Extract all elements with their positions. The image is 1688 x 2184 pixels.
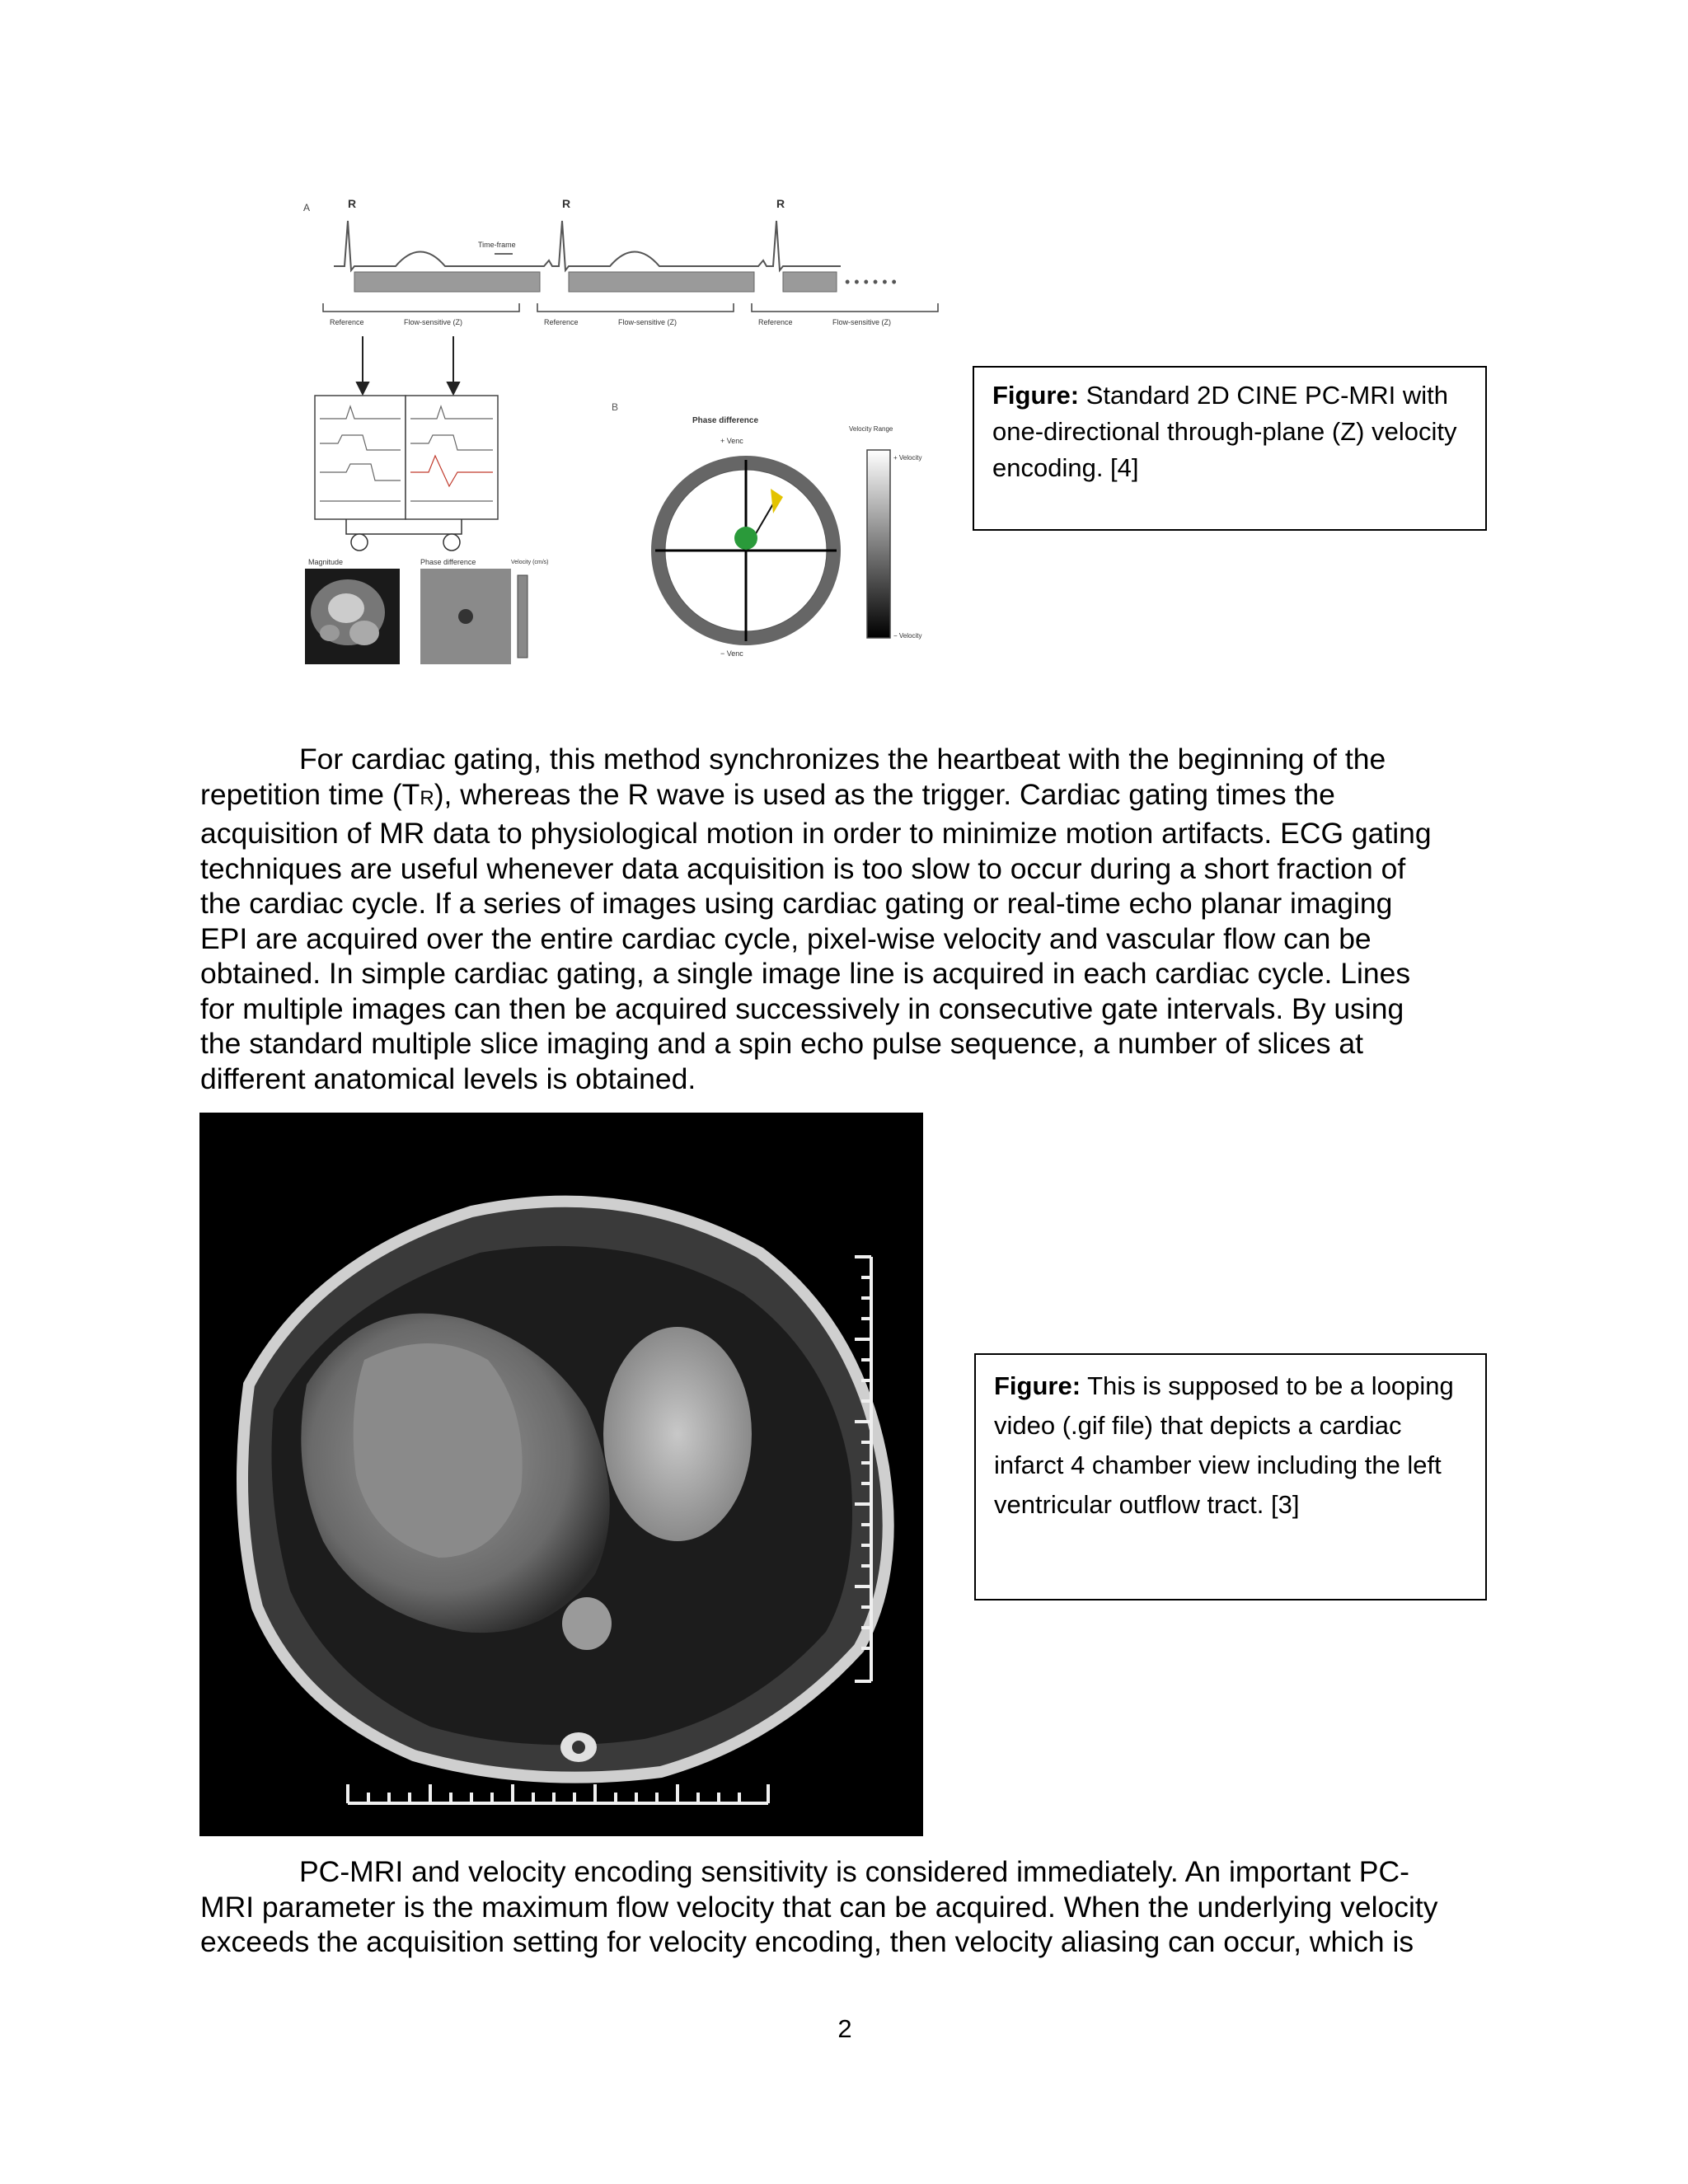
continuation-dots: • • • • • • [845, 274, 897, 290]
r-peak-label-1: R [348, 197, 357, 210]
paragraph-line: For cardiac gating, this method synchronizes the heartbeat with the beginning of the [299, 743, 1386, 776]
magnitude-label: Magnitude [308, 558, 344, 566]
figure-caption-2-label: Figure: [994, 1371, 1081, 1400]
time-frame-label: Time-frame [478, 241, 516, 249]
ecg-trace [334, 221, 841, 270]
figure-caption-1-text: Standard 2D CINE PC-MRI with one-directional through-plane (Z) velocity encoding. [4] [992, 381, 1457, 482]
time-frame-blocks [354, 272, 837, 292]
plus-venc-label: + Venc [720, 437, 743, 445]
segment-brackets [323, 303, 938, 312]
paragraph-velocity-encoding [200, 1854, 1688, 1960]
line-fragment: repetition time (T [200, 777, 420, 811]
phase-difference-label-b: Phase difference [692, 416, 759, 425]
r-peak-label-2: R [562, 197, 571, 210]
velocity-range-bar [867, 450, 890, 638]
line-fragment: ), whereas the R wave is used as the trigger. Cardiac gating times the [434, 777, 1335, 811]
flow-sensitive-label-1: Flow-sensitive (Z) [404, 318, 463, 326]
phase-difference-image [420, 569, 528, 664]
pc-mri-schematic-figure [297, 188, 940, 674]
panel-b-label: B [612, 401, 619, 413]
paragraph-line: acquisition of MR data to physiological motion in order to minimize motion artifacts. ECG gating [200, 817, 1432, 850]
page-number: 2 [837, 2014, 852, 2043]
minus-velocity-label: − Velocity [893, 632, 922, 640]
panel-a-label: A [303, 202, 311, 213]
subscript-r: R [420, 786, 434, 809]
reference-label-1: Reference [330, 318, 364, 326]
paragraph-line: MRI parameter is the maximum flow velocity that can be acquired. When the underlying velocity [200, 1890, 1438, 1924]
figure-caption-1-label: Figure: [992, 381, 1080, 410]
right-atrium [603, 1327, 752, 1541]
phase-circle [651, 456, 841, 645]
minus-venc-label: − Venc [720, 649, 743, 658]
aorta [562, 1597, 612, 1650]
plus-velocity-label: + Velocity [893, 454, 922, 462]
paragraph-line: the cardiac cycle. If a series of images using cardiac gating or real-time echo planar imaging [200, 887, 1393, 920]
velocity-units-label: Velocity (cm/s) [511, 560, 549, 565]
pc-mri-schematic-svg [297, 188, 940, 674]
figure-caption-1 [973, 366, 1487, 531]
paragraph-line: different anatomical levels is obtained. [200, 1062, 696, 1095]
paragraph-line: obtained. In simple cardiac gating, a single image line is acquired in each cardiac cycle. Lines [200, 957, 1411, 990]
figure-caption-2-text: This is supposed to be a looping video (.gif file) that depicts a cardiac infarct 4 chamber view including the left ventricular outflow tract. [3] [994, 1371, 1454, 1519]
paragraph-line: the standard multiple slice imaging and a spin echo pulse sequence, a number of slices at [200, 1027, 1363, 1060]
velocity-range-label: Velocity Range [849, 425, 893, 433]
pulse-sequence-diagrams [315, 396, 498, 519]
reference-label-2: Reference [544, 318, 579, 326]
flow-sensitive-label-3: Flow-sensitive (Z) [832, 318, 892, 326]
flow-sensitive-label-2: Flow-sensitive (Z) [618, 318, 678, 326]
cardiac-mri-image [199, 1113, 923, 1836]
paragraph-cardiac-gating [200, 742, 1688, 1096]
paragraph-line: EPI are acquired over the entire cardiac cycle, pixel-wise velocity and vascular flow can be [200, 921, 1372, 955]
magnitude-image [305, 569, 400, 664]
paragraph-line: exceeds the acquisition setting for velocity encoding, then velocity aliasing can occur, which is [200, 1925, 1414, 1958]
phase-difference-label-a: Phase difference [420, 558, 476, 566]
combiner-lines [346, 519, 462, 551]
paragraph-line [200, 777, 1688, 817]
paragraph-line: techniques are useful whenever data acquisition is too slow to occur during a short fraction of [200, 851, 1406, 885]
paragraph-line: PC-MRI and velocity encoding sensitivity is considered immediately. An important PC- [299, 1855, 1409, 1888]
paragraph-line: for multiple images can then be acquired successively in consecutive gate intervals. By using [200, 991, 1404, 1025]
cardiac-mri-svg [199, 1113, 923, 1836]
r-peak-label-3: R [776, 197, 785, 210]
reference-label-3: Reference [758, 318, 793, 326]
down-arrows [357, 336, 459, 394]
figure-caption-2 [974, 1353, 1487, 1601]
